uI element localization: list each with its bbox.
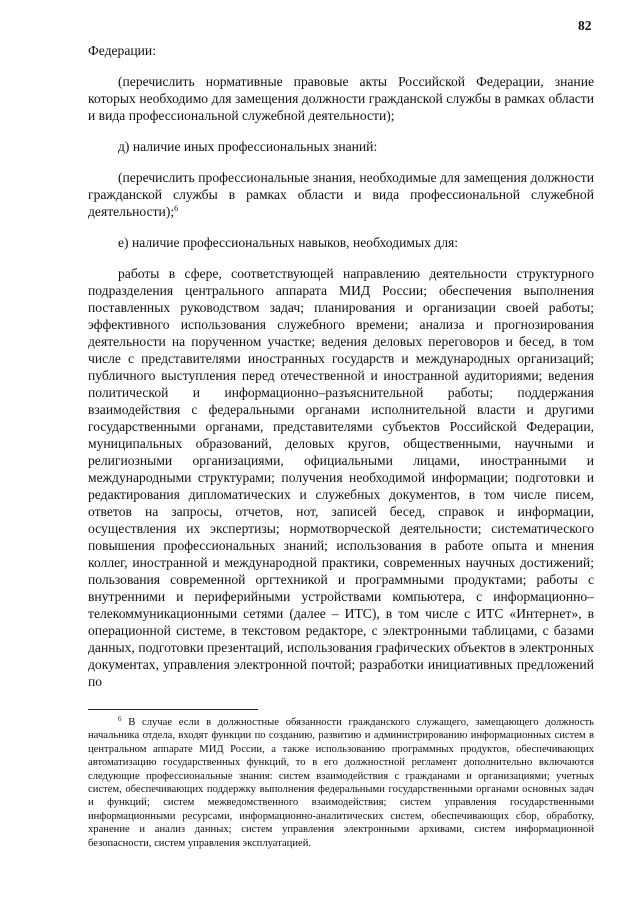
paragraph-item-e: е) наличие профессиональных навыков, необходимых для:: [118, 235, 459, 250]
footnote-marker: 6: [118, 715, 122, 723]
paragraph-legal-acts-note: (перечислить нормативные правовые акты Российской Федерации, знание которых необходимо для замещения должности гражданской службы в рамках области и вида профессиональной служебной деятельности);: [88, 74, 594, 123]
prof-knowledge-note-text: (перечислить профессиональные знания, необходимые для замещения должности гражданской службы в рамках области и вида профессиональной служебной деятельности);: [88, 170, 594, 219]
footnote-reference: 6: [174, 204, 179, 213]
paragraph-item-d: д) наличие иных профессиональных знаний:: [118, 139, 378, 154]
paragraph-skills-list: работы в сфере, соответствующей направлению деятельности структурного подразделения центрального аппарата МИД России; обеспечения выполнения поставленных руководством задач; планирования и организации своей работы; эффективного использования служебного времени; анализа и прогнозирования деятельности на порученном участке; ведения деловых переговоров и бесед, в том числе с представителями иностранных государств и международных организаций; публичного выступления перед отечественной и иностранной аудиториями; ведения политической и информационно–разъяснительной работы; поддержания взаимодействия с федеральными органами исполнительной власти и другими государственными органами, представителями субъектов Российской Федерации, муниципальных образований, деловых кругов, общественными, научными и религиозными организациями, официальными лицами, иностранными и международными структурами; получения необходимой информации; подготовки и редактирования дипломатических и служебных документов, в том числе писем, ответов на запросы, отчетов, нот, записей бесед, справок и информации, осуществления их экспертизы; нормотворческой деятельности; систематического повышения профессиональных знаний; использования в работе опыта и мнения коллег, иностранной и международной практики, современных научных достижений; пользования современной оргтехникой и программными продуктами; работы с внутренними и периферийными устройствами компьютера, с информационно–телекоммуникационными сетями (далее – ИТС), в том числе с ИТС «Интернет», в операционной системе, в текстовом редакторе, с электронными таблицами, с базами данных, подготовки презентаций, использования графических объектов в электронных документах, управления электронной почтой; разработки инициативных предложений по: [88, 266, 594, 689]
footnote-separator: [88, 709, 258, 710]
page-number: 82: [578, 18, 592, 33]
footnote-text: В случае если в должностные обязанности гражданского служащего, замещающего должность начальника отдела, входят функции по созданию, развитию и администрированию информационных систем в центральном аппарате МИД России, а также использованию программных продуктов, обеспечивающих автоматизацию государственных функций, то в его должностной регламент дополнительно включаются следующие профессиональные знания: систем взаимодействия с гражданами и организациями; учетных систем, обеспечивающих поддержку выполнения федеральными государственными органами основных задач и функций; систем межведомственного взаимодействия; систем управления государственными информационными ресурсами, информационно-аналитических систем, обеспечивающих сбор, обработку, хранение и анализ данных; систем управления электронными архивами, систем информационной безопасности, систем управления эксплуатацией.: [88, 717, 594, 849]
main-text: [88, 42, 594, 690]
paragraph-federation: Федерации:: [88, 43, 156, 58]
paragraph-prof-knowledge-note: [88, 169, 594, 220]
footnote: [88, 716, 594, 850]
